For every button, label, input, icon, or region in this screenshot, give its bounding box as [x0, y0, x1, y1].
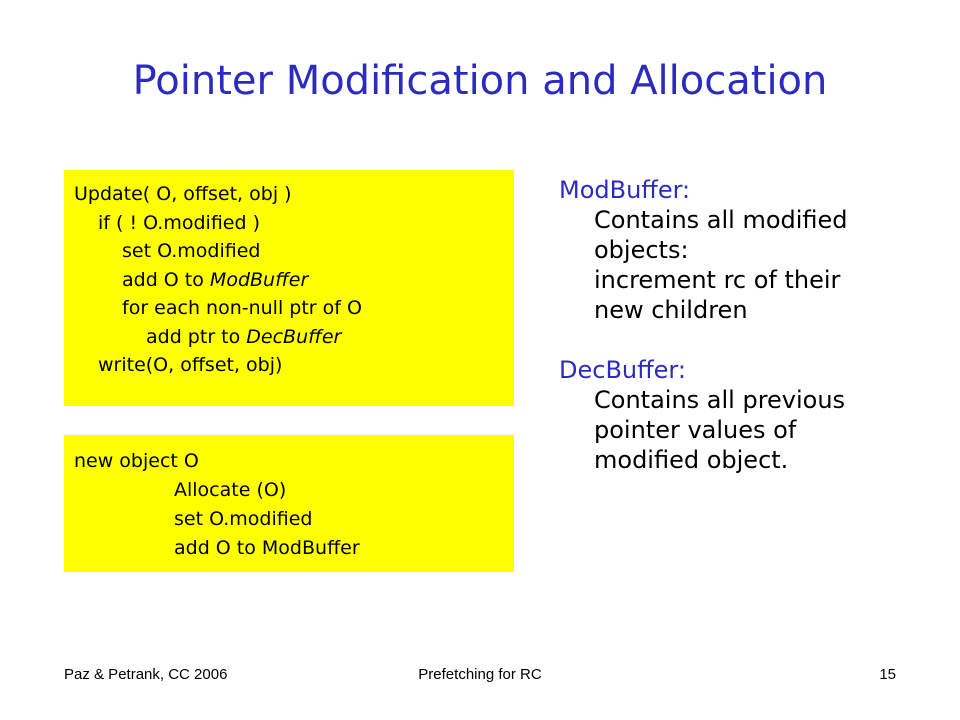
- code-line: for each non-null ptr of O: [122, 297, 362, 319]
- decbuffer-heading: DecBuffer:: [559, 356, 686, 384]
- decbuffer-line: pointer values of: [594, 416, 797, 444]
- code-line: [64, 266, 514, 295]
- modbuffer-line: Contains all modified: [594, 206, 848, 234]
- modbuffer-line: new children: [594, 296, 748, 324]
- code-line: add O to ModBuffer: [174, 537, 360, 559]
- code-line: set O.modified: [122, 240, 261, 262]
- code-italic-text: ModBuffer: [209, 268, 309, 291]
- code-line: if ( ! O.modified ): [98, 211, 260, 234]
- modbuffer-heading: ModBuffer:: [559, 176, 691, 204]
- code-text: add ptr to: [146, 325, 247, 348]
- spacer: [559, 325, 939, 355]
- update-code-box: [64, 170, 514, 406]
- footer-authors: Paz & Petrank, CC 2006: [64, 666, 228, 683]
- code-line: write(O, offset, obj): [98, 354, 283, 376]
- code-text: add O to: [122, 268, 210, 291]
- code-line: new object O: [74, 450, 199, 472]
- footer-title: Prefetching for RC: [418, 666, 542, 683]
- buffer-descriptions: [559, 175, 939, 475]
- code-line: [64, 323, 514, 352]
- code-italic-text: DecBuffer: [246, 325, 342, 348]
- slide-title: Pointer Modification and Allocation: [132, 58, 828, 104]
- code-line: set O.modified: [174, 508, 313, 530]
- decbuffer-line: modified object.: [594, 446, 789, 474]
- allocation-code-box: [64, 435, 514, 572]
- decbuffer-line: Contains all previous: [594, 386, 846, 414]
- code-line: Allocate (O): [174, 479, 287, 501]
- code-line: Update( O, offset, obj ): [74, 183, 292, 205]
- modbuffer-line: objects:: [594, 236, 689, 264]
- slide-number: 15: [879, 666, 896, 683]
- modbuffer-line: increment rc of their: [594, 266, 841, 294]
